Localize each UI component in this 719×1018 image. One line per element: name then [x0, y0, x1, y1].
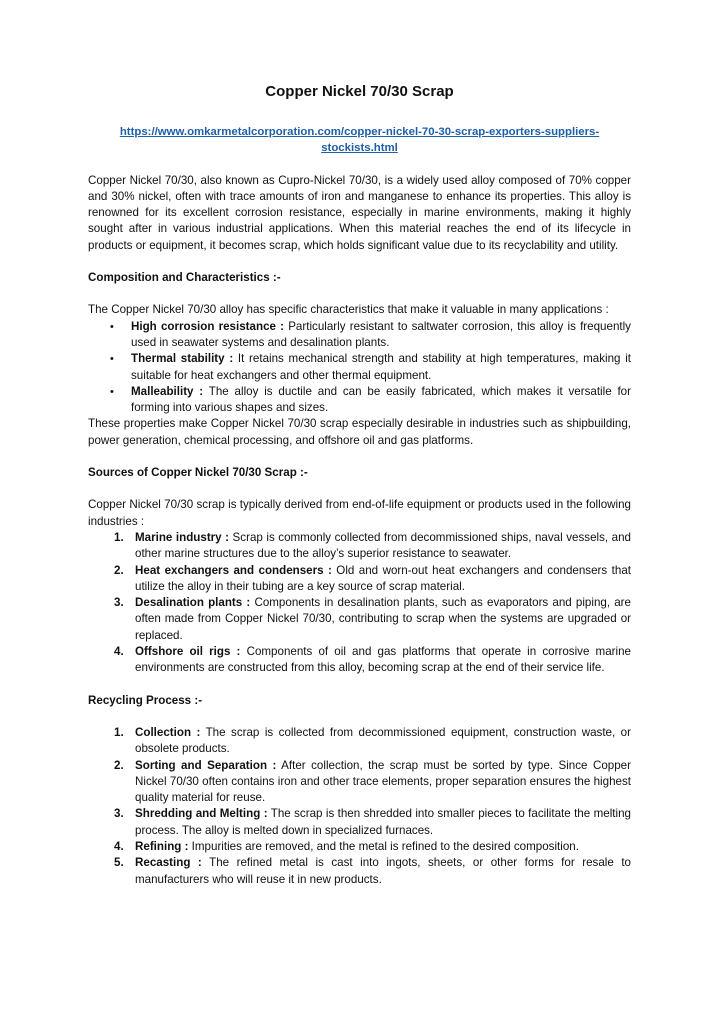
recycling-list	[88, 725, 631, 888]
item-text: Particularly resistant to saltwater corrosion, this alloy is frequently used in seawater systems and desalination plants.	[131, 319, 631, 349]
item-text: The scrap is then shredded into smaller pieces to facilitate the melting process. The alloy is melted down in specialized furnaces.	[135, 807, 631, 837]
item-number: 1.	[114, 530, 124, 544]
list-item	[88, 725, 631, 758]
list-item	[88, 351, 631, 384]
item-number: 2.	[114, 563, 124, 577]
item-term: Sorting and Separation :	[135, 758, 277, 772]
document-title: Copper Nickel 70/30 Scrap	[265, 83, 454, 100]
item-term: Marine industry :	[135, 530, 230, 544]
intro-paragraph: Copper Nickel 70/30, also known as Cupro-Nickel 70/30, is a widely used alloy composed of 70% copper and 30% nickel, often with trace amounts of iron and manganese to enhance its properties. This alloy is renowned for its excellent corrosion resistance, especially in marine environments, making it highly sought after in various industrial applications. When this material reaches the end of its lifecycle in products or equipment, it becomes scrap, which holds significant value due to its recyclability and utility.	[88, 173, 631, 252]
list-item	[88, 530, 631, 563]
item-text: The refined metal is cast into ingots, sheets, or other forms for resale to manufacturers who will reuse it in new products.	[135, 856, 631, 886]
list-item	[88, 758, 631, 807]
item-text: Old and worn-out heat exchangers and condensers that utilize the alloy in their tubing are a key source of scrap material.	[135, 563, 631, 593]
item-text: The scrap is collected from decommissioned equipment, construction waste, or obsolete products.	[135, 725, 631, 756]
item-term: Desalination plants :	[135, 596, 251, 610]
list-item	[88, 595, 631, 644]
item-term: High corrosion resistance :	[131, 319, 285, 333]
list-item	[88, 855, 631, 888]
item-term: Collection :	[135, 725, 201, 739]
sources-list	[88, 530, 631, 677]
item-term: Heat exchangers and condensers :	[135, 563, 332, 577]
composition-lead: The Copper Nickel 70/30 alloy has specific characteristics that make it valuable in many applications :	[88, 303, 609, 317]
item-term: Offshore oil rigs :	[135, 645, 241, 659]
item-number: 4.	[114, 645, 124, 659]
composition-closing: These properties make Copper Nickel 70/30 scrap especially desirable in industries such as shipbuilding, power generation, chemical processing, and offshore oil and gas platforms.	[88, 417, 631, 447]
item-text: Components of oil and gas platforms that operate in corrosive marine environments are constructed from this alloy, becoming scrap at the end of their service life.	[135, 645, 631, 675]
item-number: 1.	[114, 725, 124, 739]
sources-lead: Copper Nickel 70/30 scrap is typically derived from end-of-life equipment or products used in the following industries :	[88, 498, 631, 528]
list-item	[88, 839, 631, 855]
item-number: 4.	[114, 839, 124, 853]
list-item	[88, 563, 631, 596]
list-item	[88, 319, 631, 352]
bullet-icon: •	[110, 353, 114, 366]
item-number: 5.	[114, 856, 124, 870]
item-term: Shredding and Melting :	[135, 807, 268, 821]
source-link[interactable]: https://www.omkarmetalcorporation.com/copper-nickel-70-30-scrap-exporters-suppliers-stockists.html	[119, 126, 600, 155]
list-item	[88, 806, 631, 839]
recycling-heading: Recycling Process :-	[88, 693, 203, 707]
bullet-icon: •	[110, 385, 114, 398]
item-number: 2.	[114, 758, 124, 772]
item-text: Scrap is commonly collected from decommissioned ships, naval vessels, and other marine structures due to the alloy’s superior resistance to seawater.	[135, 530, 631, 561]
item-text: After collection, the scrap must be sorted by type. Since Copper Nickel 70/30 often contains iron and other trace elements, proper separation ensures the highest quality material for reuse.	[135, 758, 631, 805]
item-term: Recasting :	[135, 856, 202, 870]
list-item	[88, 384, 631, 417]
list-item	[88, 644, 631, 677]
bullet-icon: •	[110, 320, 114, 333]
item-text: Impurities are removed, and the metal is refined to the desired composition.	[188, 839, 579, 853]
composition-list	[88, 319, 631, 417]
item-term: Refining :	[135, 839, 189, 853]
item-number: 3.	[114, 596, 124, 610]
composition-heading: Composition and Characteristics :-	[88, 271, 281, 285]
item-term: Thermal stability :	[131, 352, 234, 366]
item-term: Malleability :	[131, 384, 204, 398]
item-number: 3.	[114, 807, 124, 821]
item-text: The alloy is ductile and can be easily fabricated, which makes it versatile for forming into various shapes and sizes.	[131, 384, 631, 415]
item-text: Components in desalination plants, such as evaporators and piping, are often made from Copper Nickel 70/30, contributing to scrap when the systems are upgraded or replaced.	[135, 596, 631, 642]
sources-heading: Sources of Copper Nickel 70/30 Scrap :-	[88, 466, 308, 480]
item-text: It retains mechanical strength and stability at high temperatures, making it suitable for heat exchangers and other thermal equipment.	[131, 352, 631, 382]
